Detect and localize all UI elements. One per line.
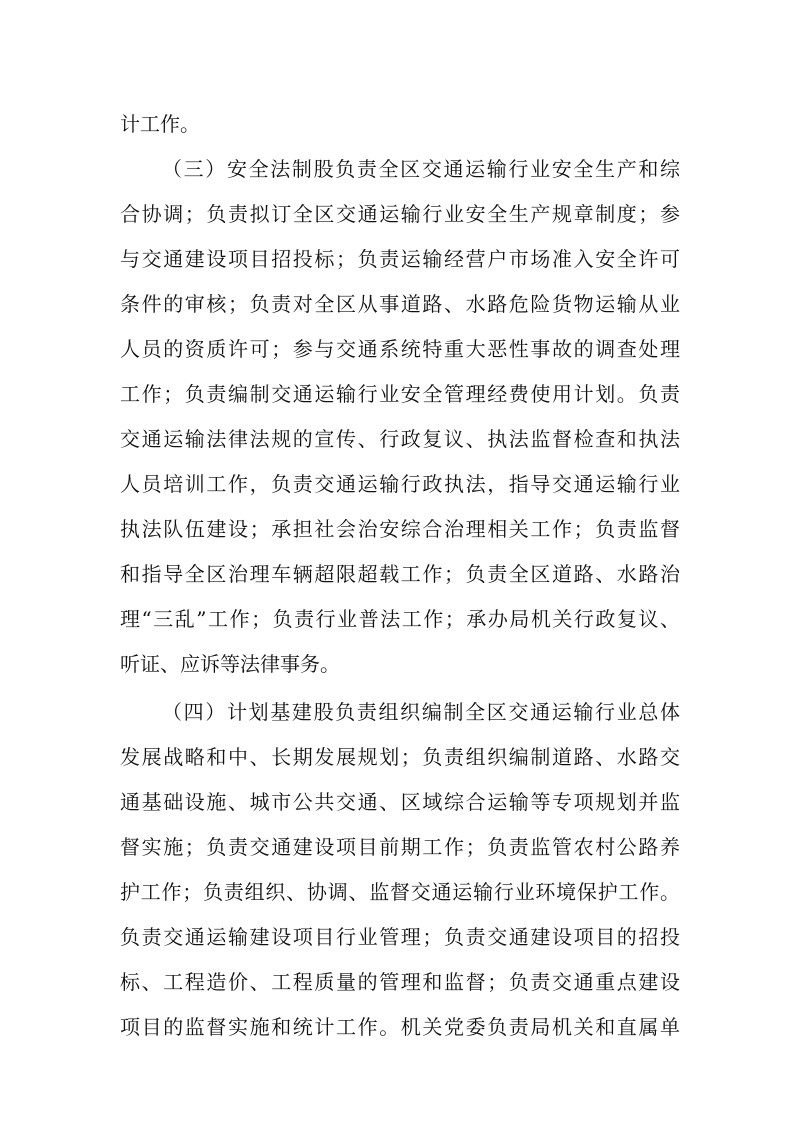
text-line: 人员的资质许可；参与交通系统特重大恶性事故的调查处理 xyxy=(120,337,680,361)
text-line: 交通运输法律法规的宣传、行政复议、执法监督检查和执法 xyxy=(120,427,680,451)
text-line: 发展战略和中、长期发展规划；负责组织编制道路、水路交 xyxy=(120,745,680,769)
text-line: 护工作；负责组织、协调、监督交通运输行业环境保护工作。 xyxy=(120,880,680,904)
text-line: 负责交通运输建设项目行业管理；负责交通建设项目的招投 xyxy=(120,925,680,949)
text-line: 人员培训工作，负责交通运输行政执法，指导交通运输行业 xyxy=(120,472,680,496)
text-line: 条件的审核；负责对全区从事道路、水路危险货物运输从业 xyxy=(120,292,680,316)
text-line: 督实施；负责交通建设项目前期工作；负责监管农村公路养 xyxy=(120,835,680,859)
text-line: 和指导全区治理车辆超限超载工作；负责全区道路、水路治 xyxy=(120,562,680,586)
text-line: 通基础设施、城市公共交通、区域综合运输等专项规划并监 xyxy=(120,790,680,814)
text-line: 工作；负责编制交通运输行业安全管理经费使用计划。负责 xyxy=(120,382,680,406)
text-line: 项目的监督实施和统计工作。机关党委负责局机关和直属单 xyxy=(120,1015,680,1039)
paragraph-three-first-line: （三）安全法制股负责全区交通运输行业安全生产和综 xyxy=(162,157,680,181)
text-line: 执法队伍建设；承担社会治安综合治理相关工作；负责监督 xyxy=(120,517,680,541)
text-line: 合协调；负责拟订全区交通运输行业安全生产规章制度；参 xyxy=(120,202,680,226)
text-line: 听证、应诉等法律事务。 xyxy=(120,652,340,676)
paragraph-four-first-line: （四）计划基建股负责组织编制全区交通运输行业总体 xyxy=(162,700,680,724)
text-line: 标、工程造价、工程质量的管理和监督；负责交通重点建设 xyxy=(120,970,680,994)
text-line: 计工作。 xyxy=(120,112,200,136)
text-line: 与交通建设项目招投标；负责运输经营户市场准入安全许可 xyxy=(120,247,680,271)
text-line: 理“三乱”工作；负责行业普法工作；承办局机关行政复议、 xyxy=(120,607,680,631)
